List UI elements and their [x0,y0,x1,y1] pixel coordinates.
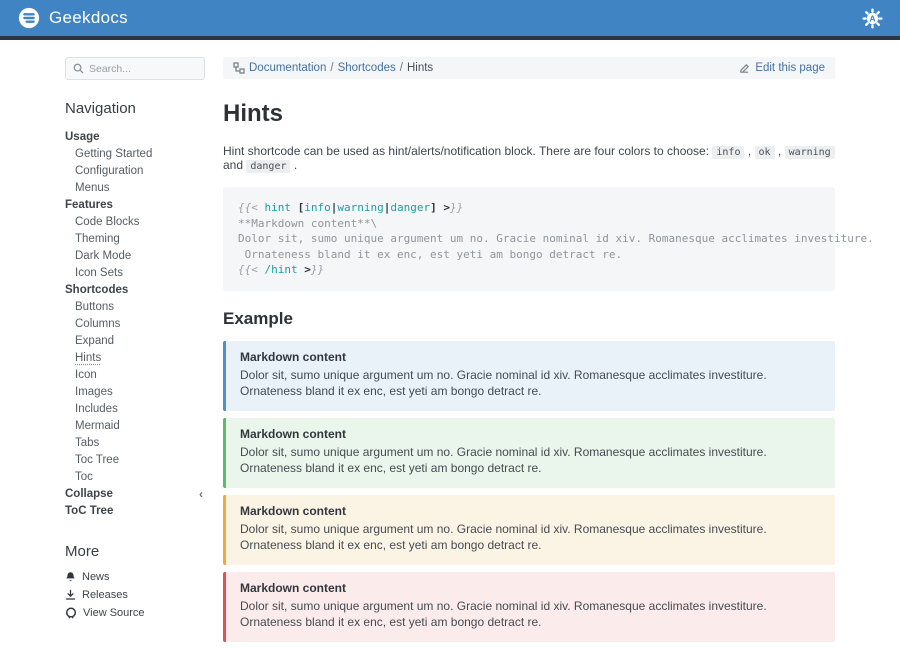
hint-box-ok [223,418,835,488]
svg-text:A: A [869,13,876,24]
search-input[interactable] [89,63,197,75]
search-icon [73,63,84,74]
inline-code-warning: warning [785,146,835,159]
sidebar-item-hints[interactable]: Hints [75,351,102,364]
breadcrumb-link-shortcodes[interactable]: Shortcodes [337,62,396,74]
app-header [0,0,900,40]
breadcrumb-separator: / [399,62,403,74]
site-tree-icon [233,62,245,74]
hint-title: Markdown content [240,580,347,595]
sidebar-more-title: More [65,543,100,560]
example-heading: Example [223,308,293,328]
sidebar-item-tabs[interactable]: Tabs [75,436,100,449]
more-item-news[interactable] [65,568,205,586]
sidebar [65,57,205,649]
hint-box-warning [223,495,835,565]
github-icon [65,607,77,619]
breadcrumb-current: Hints [406,62,434,74]
sidebar-item-theming[interactable]: Theming [75,232,120,245]
sidebar-section-label: Shortcodes [65,284,129,296]
hint-body: Dolor sit, sumo unique argument um no. Gracie nominal id xiv. Romanesque acclimates investiture. Ornateness bland it ex enc, est yeti am bongo detract re. [240,367,767,398]
hint-body: Dolor sit, sumo unique argument um no. Gracie nominal id xiv. Romanesque acclimates investiture. Ornateness bland it ex enc, est yeti am bongo detract re. [240,521,767,552]
breadcrumb [233,62,433,74]
sidebar-section-label: ToC Tree [65,505,114,517]
sidebar-section-toc-tree[interactable] [65,502,205,519]
sidebar-item-toc[interactable]: Toc [75,470,93,483]
chevron-left-icon: ‹ [199,487,203,501]
sidebar-section-usage[interactable] [65,128,205,145]
inline-code-ok: ok [755,146,775,159]
sidebar-more-list [65,568,205,622]
hint-body: Dolor sit, sumo unique argument um no. Gracie nominal id xiv. Romanesque acclimates investiture. Ornateness bland it ex enc, est yeti am bongo detract re. [240,444,767,475]
sidebar-item-getting-started[interactable]: Getting Started [75,147,153,160]
intro-paragraph: Hint shortcode can be used as hint/alerts/notification block. There are four colors to choose: info , ok , warning and danger . [223,144,835,172]
sidebar-section-collapse[interactable] [65,485,205,502]
sidebar-section-label: Features [65,199,113,211]
sidebar-item-code-blocks[interactable]: Code Blocks [75,215,140,228]
hint-title: Markdown content [240,349,347,364]
sidebar-section-label: Usage [65,131,100,143]
search-box [65,57,205,80]
sidebar-section-features[interactable] [65,196,205,213]
sidebar-item-mermaid[interactable]: Mermaid [75,419,120,432]
sidebar-item-menus[interactable]: Menus [75,181,110,194]
download-icon [65,589,76,601]
sidebar-item-configuration[interactable]: Configuration [75,164,144,177]
sidebar-nav [65,128,205,519]
sidebar-nav-title: Navigation [65,100,136,117]
more-item-label: Releases [82,589,128,601]
hint-title: Markdown content [240,503,347,518]
code-block: {{< hint [info|warning|danger] >}} **Markdown content**\ Dolor sit, sumo unique argument um no. Gracie nominal id xiv. Romanesque acclimates investiture. Ornateness bland it ex enc, est yeti am bongo detract re. {{< /hint >}} [223,187,835,291]
sidebar-item-images[interactable]: Images [75,385,113,398]
main-content [223,57,874,649]
breadcrumb-link-documentation[interactable]: Documentation [249,62,327,74]
sidebar-item-columns[interactable]: Columns [75,317,121,330]
hint-title: Markdown content [240,426,347,441]
edit-pencil-icon [739,63,750,74]
inline-code-info: info [712,146,744,159]
more-item-view-source[interactable] [65,604,205,622]
more-item-releases[interactable] [65,586,205,604]
sidebar-item-icon[interactable]: Icon [75,368,97,381]
breadcrumb-bar [223,57,835,79]
hint-box-info [223,341,835,411]
sidebar-item-toc-tree[interactable]: Toc Tree [75,453,120,466]
brand[interactable] [18,7,128,29]
inline-code-danger: danger [246,160,290,173]
sidebar-section-shortcodes[interactable] [65,281,205,298]
hint-examples [223,341,835,642]
sidebar-item-dark-mode[interactable]: Dark Mode [75,249,132,262]
sidebar-item-includes[interactable]: Includes [75,402,118,415]
hint-box-danger [223,572,835,642]
sidebar-section-label: Collapse [65,488,113,500]
breadcrumb-separator: / [330,62,334,74]
bell-icon [65,571,76,583]
theme-toggle-button[interactable] [863,9,882,28]
more-item-label: View Source [83,607,145,619]
brightness-auto-icon [863,9,882,28]
page-title: Hints [223,100,283,127]
hint-body: Dolor sit, sumo unique argument um no. Gracie nominal id xiv. Romanesque acclimates investiture. Ornateness bland it ex enc, est yeti am bongo detract re. [240,598,767,629]
sidebar-item-buttons[interactable]: Buttons [75,300,114,313]
geekdocs-logo-icon [18,7,40,29]
more-item-label: News [82,571,110,583]
brand-title: Geekdocs [49,8,128,27]
sidebar-item-icon-sets[interactable]: Icon Sets [75,266,123,279]
sidebar-item-expand[interactable]: Expand [75,334,115,347]
edit-this-page-link[interactable]: Edit this page [739,62,825,74]
